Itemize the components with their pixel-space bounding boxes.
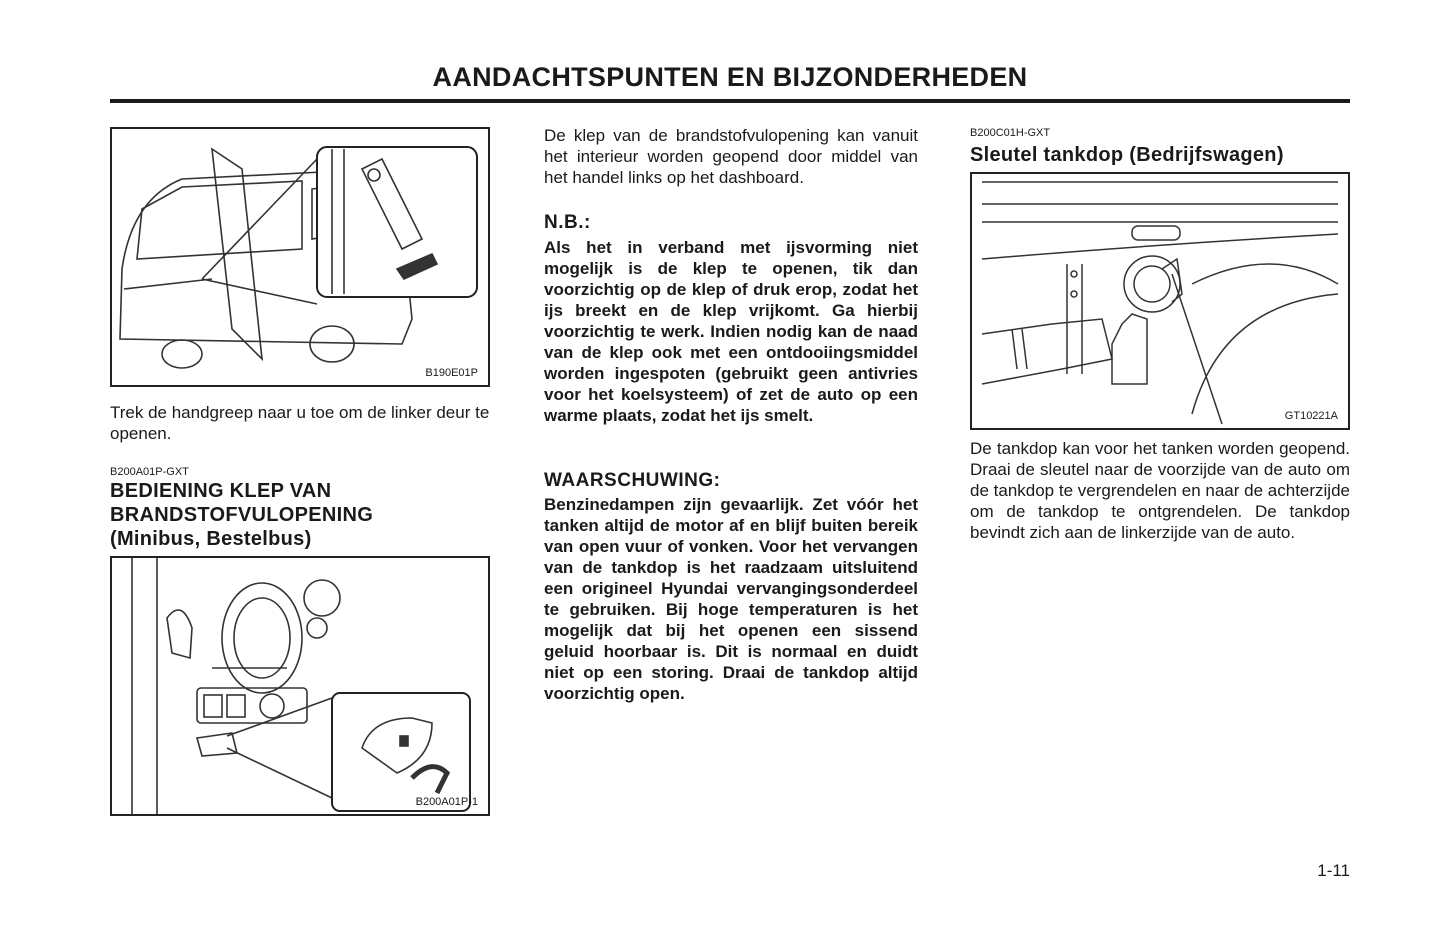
section-code: B200A01P-GXT (110, 466, 189, 478)
section-code: B200C01H-GXT (970, 127, 1051, 139)
van-drawing (112, 129, 488, 385)
fuel-cap-text: De tankdop kan voor het tanken worden geopend. Draai de sleutel naar de voorzijde van de auto om de tankdop te vergrendelen en naar de achterzijde om de tankdop te ontgrendelen. De tankdop bevindt zich aan de linkerzijde van de auto. (970, 439, 1350, 542)
note-text: Als het in verband met ijsvorming niet mogelijk is de klep te openen, tik dan voorzichtig op de klep of druk erop, zodat het ijs breekt en de klep vrijkomt. Ga hierbij voorzichtig te werk. Indien nodig kan de naad van de klep ook met een ontdooiingsmiddel worden ingespoten (gebruikt geen antivries voor het koelsysteem) of zet de auto op een warme plaats, zodat het ijs smelt. (544, 238, 918, 425)
warning-title: WAARSCHUWING: (544, 470, 721, 491)
fuel-cap-drawing (972, 174, 1348, 428)
title-rule (110, 99, 1350, 103)
page-title: AANDACHTSPUNTEN EN BIJZONDERHEDEN (432, 62, 1028, 92)
van-door-illustration (110, 127, 490, 387)
warning-text: Benzinedampen zijn gevaarlijk. Zet vóór het tanken altijd de motor af en blijf buiten bereik van open vuur of vonken. Voor het vervangen van de tankdop is het raadzaam uitsluitend een origineel Hyundai vervangingsonderdeel te gebruiken. Bij hoge temperaturen is het mogelijk dat bij het openen een sissend geluid hoorbaar is. Dit is normaal en duidt niet op een storing. Draai de tankdop altijd voorzichtig open. (544, 495, 918, 703)
dashboard-lever-illustration (110, 556, 490, 816)
figure-code-label: B200A01P-1 (415, 796, 478, 808)
heading-line: BEDIENING KLEP VAN (110, 480, 332, 502)
section-heading (110, 479, 495, 551)
dashboard-drawing (112, 558, 488, 814)
figure-code-label: GT10221A (1284, 410, 1338, 422)
note-title: N.B.: (544, 212, 591, 233)
section-heading: Sleutel tankdop (Bedrijfswagen) (970, 144, 1284, 166)
door-caption: Trek de handgreep naar u toe om de linker deur te openen. (110, 403, 490, 443)
heading-line: BRANDSTOFVULOPENING (110, 504, 374, 526)
heading-line: (Minibus, Bestelbus) (110, 528, 312, 550)
page-number: 1-11 (1317, 861, 1350, 880)
fuel-cap-key-illustration (970, 172, 1350, 430)
intro-text: De klep van de brandstofvulopening kan vanuit het interieur worden geopend door middel van het handel links op het dashboard. (544, 126, 918, 187)
figure-code-label: B190E01P (425, 367, 478, 379)
